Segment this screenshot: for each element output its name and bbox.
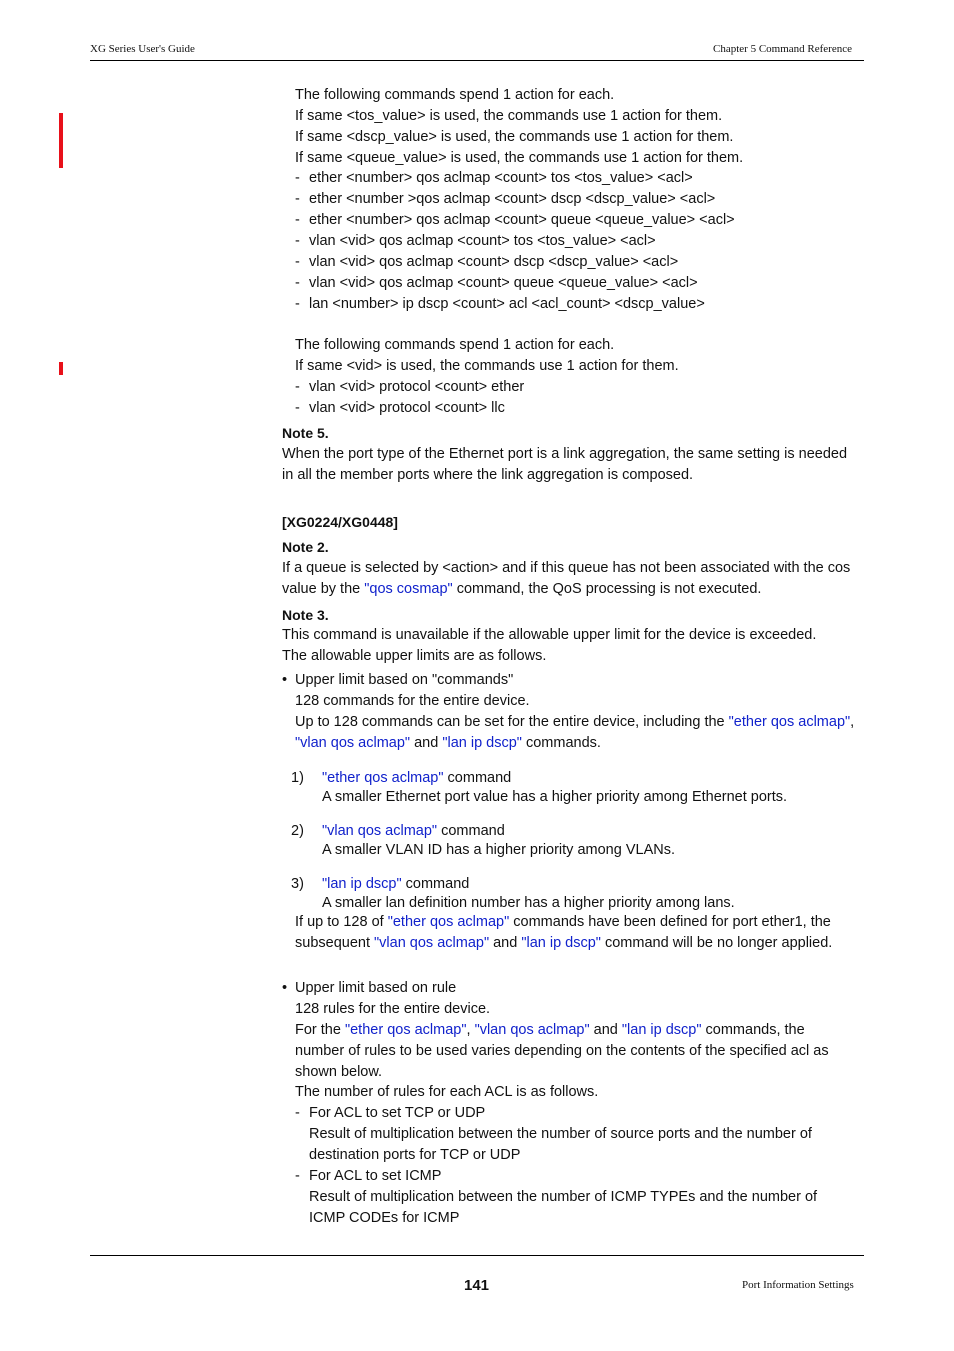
vlan-qos-aclmap-link[interactable]: "vlan qos aclmap"	[374, 935, 490, 951]
text-fragment: command, the QoS processing is not executed.	[452, 581, 762, 597]
text-fragment: ,	[466, 1022, 475, 1038]
list-dash: -	[295, 1105, 300, 1121]
body-text: shown below.	[295, 1064, 383, 1080]
footer-rule	[90, 1255, 864, 1256]
text-fragment: subsequent	[295, 935, 375, 951]
text-fragment: command	[401, 876, 470, 892]
numbered-item	[322, 821, 505, 842]
header-rule	[90, 60, 864, 61]
body-text	[295, 933, 832, 954]
change-bar	[59, 113, 63, 168]
ether-qos-aclmap-link[interactable]: "ether qos aclmap"	[322, 770, 444, 786]
ether-qos-aclmap-link[interactable]: "ether qos aclmap"	[344, 1022, 467, 1038]
text-fragment: For the	[295, 1022, 345, 1038]
body-text: If same <dscp_value> is used, the commands use 1 action for them.	[295, 129, 734, 145]
list-dash: -	[295, 254, 300, 270]
body-text: The number of rules for each ACL is as follows.	[295, 1084, 599, 1100]
body-text: The following commands spend 1 action for each.	[295, 87, 615, 103]
item-description: ICMP CODEs for ICMP	[309, 1210, 460, 1226]
note-title: Note 3.	[282, 607, 329, 623]
list-dash: -	[295, 275, 300, 291]
list-item: vlan <vid> qos aclmap <count> tos <tos_value> <acl>	[309, 233, 656, 249]
body-text: 128 rules for the entire device.	[295, 1001, 491, 1017]
text-fragment: command	[437, 823, 505, 839]
body-text	[295, 733, 601, 754]
vlan-qos-aclmap-link[interactable]: "vlan qos aclmap"	[295, 735, 411, 751]
list-item: vlan <vid> protocol <count> llc	[309, 400, 505, 416]
item-description: A smaller lan definition number has a higher priority among lans.	[322, 895, 735, 911]
item-description: A smaller Ethernet port value has a higher priority among Ethernet ports.	[322, 789, 788, 805]
lan-ip-dscp-link[interactable]: "lan ip dscp"	[521, 935, 601, 951]
list-item: ether <number> qos aclmap <count> queue <queue_value> <acl>	[309, 212, 735, 228]
list-dash: -	[295, 400, 300, 416]
list-item: vlan <vid> qos aclmap <count> dscp <dscp_value> <acl>	[309, 254, 679, 270]
note-title: Note 2.	[282, 539, 329, 555]
text-fragment: command will be no longer applied.	[600, 935, 833, 951]
bullet-item: Upper limit based on "commands"	[295, 672, 514, 688]
qos-cosmap-link[interactable]: "qos cosmap"	[364, 581, 453, 597]
text-fragment: and	[489, 935, 522, 951]
body-text: If a queue is selected by <action> and if this queue has not been associated with the cos	[282, 560, 851, 576]
list-item: vlan <vid> protocol <count> ether	[309, 379, 525, 395]
item-description: A smaller VLAN ID has a higher priority among VLANs.	[322, 842, 675, 858]
body-text: number of rules to be used varies depending on the contents of the specified acl as	[295, 1043, 829, 1059]
list-item: For ACL to set ICMP	[309, 1168, 442, 1184]
vlan-qos-aclmap-link[interactable]: "vlan qos aclmap"	[322, 823, 438, 839]
change-bar	[59, 362, 63, 375]
lan-ip-dscp-link[interactable]: "lan ip dscp"	[621, 1022, 702, 1038]
text-fragment: commands.	[521, 735, 601, 751]
body-text: The following commands spend 1 action for each.	[295, 337, 615, 353]
item-number: 3)	[291, 876, 304, 892]
body-text: in all the member ports where the link aggregation is composed.	[282, 467, 694, 483]
text-fragment: If up to 128 of	[295, 914, 388, 930]
list-dash: -	[295, 1168, 300, 1184]
list-dash: -	[295, 233, 300, 249]
lan-ip-dscp-link[interactable]: "lan ip dscp"	[442, 735, 522, 751]
lan-ip-dscp-link[interactable]: "lan ip dscp"	[322, 876, 402, 892]
list-dash: -	[295, 170, 300, 186]
body-text	[295, 912, 831, 933]
body-text: When the port type of the Ethernet port is a link aggregation, the same setting is needed	[282, 446, 848, 462]
bullet-dot: •	[282, 672, 288, 688]
body-text	[295, 1020, 805, 1041]
list-dash: -	[295, 296, 300, 312]
bullet-dot: •	[282, 980, 288, 996]
text-fragment: commands have been defined for port ether1, the	[509, 914, 831, 930]
body-text	[282, 579, 761, 600]
header-chapter-title: Chapter 5 Command Reference	[713, 43, 852, 55]
list-item: ether <number >qos aclmap <count> dscp <dscp_value> <acl>	[309, 191, 716, 207]
page-number: 141	[464, 1277, 490, 1294]
body-text: If same <tos_value> is used, the commands use 1 action for them.	[295, 108, 723, 124]
vlan-qos-aclmap-link[interactable]: "vlan qos aclmap"	[474, 1022, 590, 1038]
body-text: 128 commands for the entire device.	[295, 693, 530, 709]
text-fragment: value by the	[282, 581, 365, 597]
list-item: vlan <vid> qos aclmap <count> queue <queue_value> <acl>	[309, 275, 698, 291]
note-title: Note 5.	[282, 425, 329, 441]
item-number: 2)	[291, 823, 304, 839]
body-text: This command is unavailable if the allowable upper limit for the device is exceeded.	[282, 627, 817, 643]
item-description: Result of multiplication between the number of ICMP TYPEs and the number of	[309, 1189, 818, 1205]
list-item: lan <number> ip dscp <count> acl <acl_count> <dscp_value>	[309, 296, 705, 312]
list-item: For ACL to set TCP or UDP	[309, 1105, 486, 1121]
list-item: ether <number> qos aclmap <count> tos <tos_value> <acl>	[309, 170, 693, 186]
list-dash: -	[295, 212, 300, 228]
item-number: 1)	[291, 770, 304, 786]
header-guide-title: XG Series User's Guide	[90, 43, 195, 55]
text-fragment: commands, the	[701, 1022, 805, 1038]
numbered-item	[322, 874, 469, 895]
text-fragment: Up to 128 commands can be set for the entire device, including the	[295, 714, 729, 730]
model-heading: [XG0224/XG0448]	[282, 514, 398, 530]
text-fragment: ,	[850, 714, 855, 730]
text-fragment: and	[410, 735, 443, 751]
list-dash: -	[295, 191, 300, 207]
text-fragment: and	[589, 1022, 622, 1038]
body-text: If same <queue_value> is used, the commands use 1 action for them.	[295, 150, 744, 166]
body-text: If same <vid> is used, the commands use 1 action for them.	[295, 358, 679, 374]
item-description: destination ports for TCP or UDP	[309, 1147, 521, 1163]
body-text	[295, 712, 854, 733]
numbered-item	[322, 768, 511, 789]
list-dash: -	[295, 379, 300, 395]
bullet-item: Upper limit based on rule	[295, 980, 457, 996]
ether-qos-aclmap-link[interactable]: "ether qos aclmap"	[728, 714, 851, 730]
footer-section-title: Port Information Settings	[742, 1279, 854, 1291]
text-fragment: command	[443, 770, 512, 786]
body-text: The allowable upper limits are as follows.	[282, 648, 547, 664]
item-description: Result of multiplication between the number of source ports and the number of	[309, 1126, 812, 1142]
ether-qos-aclmap-link[interactable]: "ether qos aclmap"	[387, 914, 510, 930]
